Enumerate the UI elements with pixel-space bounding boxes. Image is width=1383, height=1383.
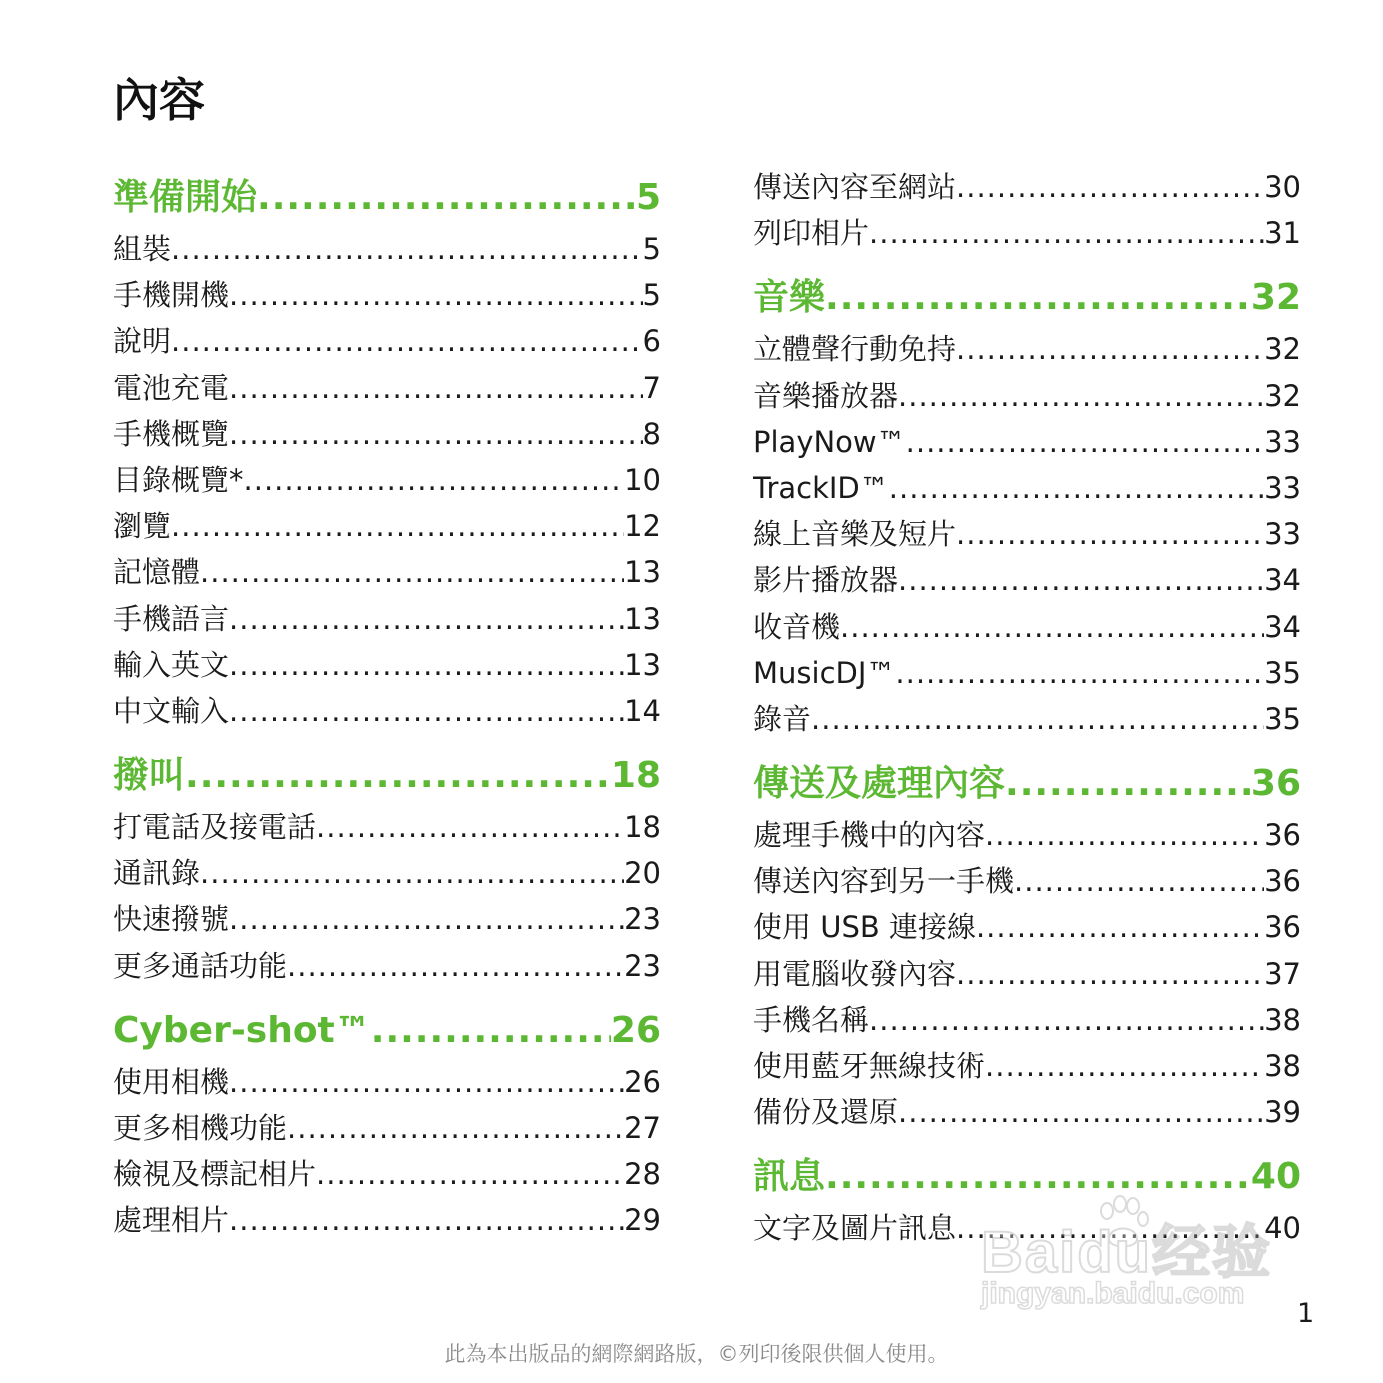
toc-label: 說明 [113,324,172,359]
dot-leader [811,696,1264,742]
toc-entry[interactable] [753,997,1301,1043]
baidu-watermark [975,1195,1305,1325]
dot-leader [976,904,1264,950]
toc-page-number: 34 [1264,609,1301,644]
toc-entry[interactable] [753,210,1301,256]
toc-entry[interactable] [113,318,661,364]
toc-section-heading[interactable] [113,170,661,226]
toc-label: 訊息 [753,1156,826,1198]
toc-label: 使用相機 [113,1064,230,1099]
toc-label: 立體聲行動免持 [753,332,957,367]
toc-label: 記憶體 [113,555,201,590]
toc-entry[interactable] [753,465,1301,511]
toc-entry[interactable] [753,511,1301,557]
dot-leader [229,642,624,688]
toc-label: 處理手機中的內容 [753,818,986,853]
toc-entry[interactable] [113,365,661,411]
toc-label: 輸入英文 [113,647,230,682]
dot-leader [906,419,1264,465]
toc-section-heading[interactable] [753,756,1301,812]
dot-leader [229,365,643,411]
toc-label: 通訊錄 [113,856,201,891]
toc-page-number: 34 [1264,563,1301,598]
toc-label: 文字及圖片訊息 [753,1211,957,1246]
toc-label: Cyber-shot™ [113,1009,371,1051]
toc-label: 中文輸入 [113,693,230,728]
toc-page-number: 26 [624,1064,661,1099]
toc-entry[interactable] [753,951,1301,997]
toc-page-number: 31 [1264,216,1301,251]
dot-leader [1014,858,1264,904]
toc-entry[interactable] [753,164,1301,210]
toc-page-number: 18 [624,810,661,845]
toc-page-number: 18 [610,755,661,797]
toc-page-number: 13 [624,601,661,636]
dot-leader [171,318,643,364]
dot-leader [287,943,624,989]
toc-label: 打電話及接電話 [113,810,317,845]
toc-page-number: 27 [624,1111,661,1145]
dot-leader [229,688,624,734]
toc-page-number: 23 [624,948,661,983]
dot-leader [316,1151,624,1197]
toc-page-number: 32 [1264,332,1301,367]
toc-page-number: 32 [1264,378,1301,413]
toc-entry[interactable] [113,850,661,896]
toc-label: 目錄概覽* [113,462,244,497]
dot-leader [956,164,1264,210]
toc-label: 傳送及處理內容 [753,763,1006,805]
dot-leader [825,270,1251,326]
toc-page-number: 5 [642,278,661,313]
toc-page-number: 28 [624,1157,661,1192]
toc-entry[interactable] [113,1059,661,1105]
dot-leader [185,748,611,804]
dot-leader [1005,756,1251,812]
toc-entry[interactable] [113,896,661,942]
toc-page-number: 33 [1264,517,1301,552]
toc-entry[interactable] [113,549,661,595]
toc-entry[interactable] [753,557,1301,603]
dot-leader [229,272,643,318]
dot-leader [956,511,1264,557]
toc-section-heading[interactable] [753,270,1301,326]
footer-note: 此為本出版品的網際網路版，©列印後限供個人使用。 [444,1342,949,1366]
toc-page-number: 29 [624,1203,661,1238]
toc-page-number: 40 [1250,1156,1301,1198]
dot-leader [956,326,1264,372]
toc-label: 手機名稱 [753,1002,870,1037]
toc-entry[interactable] [753,373,1301,419]
dot-leader [985,812,1264,858]
toc-page-number: 14 [624,693,661,728]
toc-label: 備份及還原 [753,1095,899,1130]
toc-entry[interactable] [113,642,661,688]
toc-label: 撥叫 [113,755,186,797]
toc-label: TrackID™ [753,470,889,505]
toc-label: 更多相機功能 [113,1111,288,1145]
toc-label: 手機概覽 [113,416,230,451]
toc-right-column [753,164,1301,1252]
toc-label: 更多通話功能 [113,948,288,983]
toc-page-number: 36 [1264,910,1301,945]
toc-entry[interactable] [113,411,661,457]
toc-page-number: 30 [1264,170,1301,204]
toc-label: 音樂播放器 [753,378,899,413]
toc-page-number: 8 [642,416,661,451]
toc-entry[interactable] [113,1151,661,1197]
toc-label: MusicDJ™ [753,655,896,690]
toc-page-number: 23 [624,902,661,937]
toc-entry[interactable] [753,812,1301,858]
page-title: 內容 [113,73,205,127]
dot-leader [229,596,624,642]
dot-leader [229,411,643,457]
toc-page-number: 33 [1264,470,1301,505]
dot-leader [898,1089,1264,1135]
toc-entry[interactable] [113,226,661,272]
toc-label: 使用藍牙無線技術 [753,1049,986,1083]
toc-entry[interactable] [113,596,661,642]
dot-leader [371,1003,611,1059]
toc-page-number: 33 [1264,424,1301,459]
toc-label: PlayNow™ [753,424,906,459]
toc-page-number: 10 [624,462,661,497]
toc-entry[interactable] [753,696,1301,742]
toc-page-number: 35 [1264,655,1301,690]
dot-leader [869,997,1264,1043]
toc-page-number: 39 [1264,1095,1301,1130]
toc-page-number: 40 [1264,1211,1301,1246]
toc-entry[interactable] [753,858,1301,904]
toc-page-number: 37 [1264,956,1301,991]
toc-label: 用電腦收發內容 [753,956,957,991]
dot-leader [985,1043,1264,1089]
toc-page-number: 38 [1264,1049,1301,1083]
dot-leader [244,457,625,503]
toc-entry[interactable] [753,1043,1301,1089]
toc-page-number: 13 [624,555,661,590]
toc-left-column [113,170,661,1244]
dot-leader [840,604,1264,650]
toc-page-number: 5 [642,232,661,266]
watermark-brand: Baidu经验 [981,1220,1273,1285]
toc-page-number: 5 [635,177,661,218]
toc-label: 檢視及標記相片 [113,1157,317,1192]
toc-label: 處理相片 [113,1203,230,1238]
section-gap [113,734,661,748]
dot-leader [229,1059,624,1105]
toc-page-number: 20 [624,856,661,891]
toc-label: 使用 USB 連接線 [753,910,976,945]
page-number: 1 [1297,1298,1315,1329]
toc-entry[interactable] [753,650,1301,696]
dot-leader [171,503,624,549]
toc-page-number: 36 [1264,864,1301,899]
toc-label: 影片播放器 [753,563,899,598]
dot-leader [898,373,1264,419]
toc-label: 快速撥號 [113,902,230,937]
toc-label: 線上音樂及短片 [753,517,957,552]
toc-label: 列印相片 [753,216,870,251]
toc-entry[interactable] [113,457,661,503]
toc-entry[interactable] [753,1089,1301,1135]
dot-leader [171,226,643,272]
dot-leader [287,1105,624,1151]
toc-page-number: 36 [1264,818,1301,853]
toc-label: 傳送內容至網站 [753,170,957,204]
dot-leader [898,557,1264,603]
toc-page-number: 7 [642,370,661,405]
toc-page-number: 35 [1264,701,1301,736]
dot-leader [257,170,636,226]
toc-label: 錄音 [753,701,812,736]
toc-label: 準備開始 [113,177,258,218]
toc-entry[interactable] [753,326,1301,372]
watermark-url: jingyan.baidu.com [981,1277,1245,1310]
dot-leader [895,650,1264,696]
section-gap [113,989,661,1003]
dot-leader [869,210,1264,256]
dot-leader [200,850,624,896]
toc-label: 音樂 [753,277,826,319]
toc-entry[interactable] [753,419,1301,465]
toc-entry[interactable] [113,943,661,989]
toc-entry[interactable] [113,1105,661,1151]
toc-page-number: 36 [1250,763,1301,805]
toc-page-number: 26 [610,1009,661,1051]
toc-entry[interactable] [113,1197,661,1243]
toc-label: 組裝 [113,232,172,266]
toc-page-number: 6 [642,324,661,359]
toc-label: 收音機 [753,609,841,644]
toc-entry[interactable] [753,904,1301,950]
toc-page-number: 32 [1250,277,1301,319]
toc-section-heading[interactable] [113,748,661,804]
toc-entry[interactable] [113,688,661,734]
toc-entry[interactable] [753,604,1301,650]
toc-entry[interactable] [113,804,661,850]
dot-leader [229,1197,624,1243]
toc-label: 瀏覽 [113,509,172,544]
toc-label: 手機開機 [113,278,230,313]
toc-page-number: 13 [624,647,661,682]
toc-page-number: 38 [1264,1002,1301,1037]
dot-leader [316,804,624,850]
toc-entry[interactable] [113,272,661,318]
section-gap [753,742,1301,756]
section-gap [753,1135,1301,1149]
dot-leader [889,465,1264,511]
dot-leader [956,951,1264,997]
dot-leader [200,549,624,595]
toc-label: 手機語言 [113,601,230,636]
section-gap [753,256,1301,270]
toc-entry[interactable] [113,503,661,549]
toc-label: 電池充電 [113,370,230,405]
toc-label: 傳送內容到另一手機 [753,864,1015,899]
dot-leader [229,896,624,942]
toc-section-heading[interactable] [113,1003,661,1059]
toc-page-number: 12 [624,509,661,544]
